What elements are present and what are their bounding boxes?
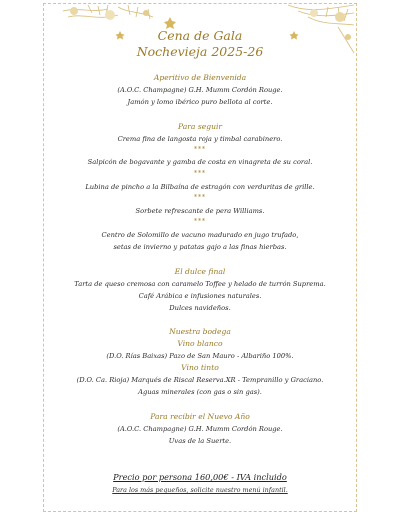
dulce-final-item: Café Arábica e infusiones naturales. [138, 292, 262, 300]
vino-tinto-item: (D.O. Ca. Rioja) Marqués de Riscal Reserva.XR - Tempranillo y Graciano. [76, 376, 324, 384]
nuevo-ano-item: (A.O.C. Champagne) G.H. Mumm Cordón Rouge. [117, 425, 283, 433]
para-seguir-item: Salpicón de bogavante y gamba de costa en vinagreta de su coral. [87, 158, 313, 166]
section-nuevo-ano-heading: Para recibir el Nuevo Año [150, 412, 250, 421]
course-separator: *** [194, 146, 206, 153]
para-seguir-item: Centro de Solomillo de vacuno madurado en jugo trufado, [101, 231, 299, 239]
para-seguir-item: Lubina de pincho a la Bilbaína de estragón con verduritas de grille. [85, 183, 315, 191]
para-seguir-item: Crema fina de langosta roja y timbal carabinero. [117, 135, 283, 143]
section-para-seguir-heading: Para seguir [177, 122, 223, 131]
course-separator: *** [194, 170, 206, 177]
aperitivo-item: (A.O.C. Champagne) G.H. Mumm Cordón Rouge. [117, 86, 283, 94]
section-bodega-heading: Nuestra bodega [169, 327, 231, 336]
dulce-final-item: Dulces navideños. [169, 304, 231, 312]
section-dulce-final-heading: El dulce final [174, 267, 226, 276]
vino-blanco-item: (D.O. Rías Baixas) Pazo de San Mauro - Albariño 100%. [106, 352, 294, 360]
course-separator: *** [194, 194, 206, 201]
aperitivo-item: Jamón y lomo ibérico puro bellota al corte. [127, 98, 273, 106]
course-separator: *** [194, 218, 206, 225]
nuevo-ano-item: Uvas de la Suerte. [168, 437, 232, 445]
vino-tinto-heading: Vino tinto [181, 363, 219, 372]
menu-title: Cena de Gala [157, 28, 243, 43]
section-aperitivo-heading: Aperitivo de Bienvenida [153, 73, 247, 82]
para-seguir-item: setas de invierno y patatas gajo a las finas hierbas. [113, 243, 287, 251]
dulce-final-item: Tarta de queso cremosa con caramelo Toffee y helado de turrón Suprema. [74, 280, 326, 288]
kids-menu-note: Para los más pequeños, solicite nuestro menú infantil. [112, 486, 288, 494]
aguas-item: Aguas minerales (con gas o sin gas). [138, 388, 262, 396]
vino-blanco-heading: Vino blanco [177, 339, 223, 348]
menu-subtitle: Nochevieja 2025-26 [136, 44, 264, 59]
para-seguir-item: Sorbete refrescante de pera Williams. [135, 207, 265, 215]
price-per-person: Precio por persona 160,00€ - IVA incluido [113, 472, 287, 482]
